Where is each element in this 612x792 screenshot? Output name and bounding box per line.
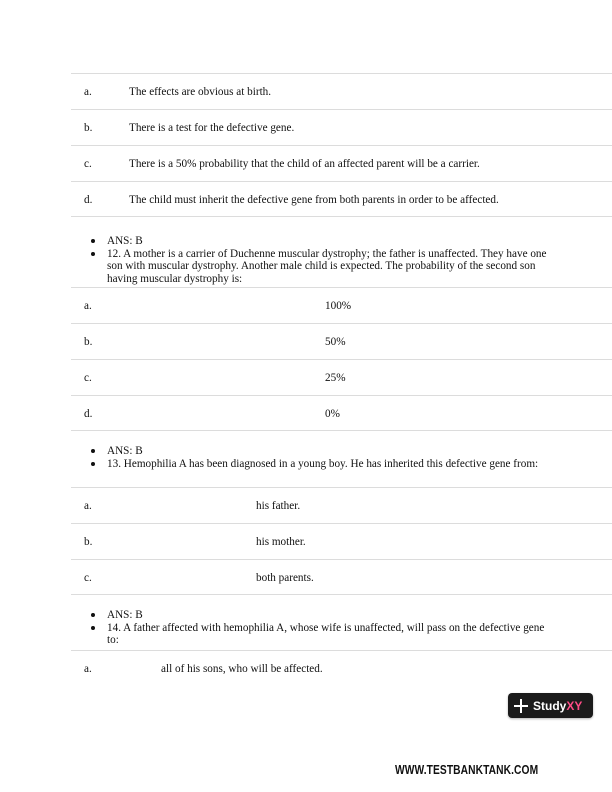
option-text: 50% — [325, 336, 346, 348]
option-letter: a. — [84, 500, 92, 512]
option-row — [71, 287, 612, 323]
brand-prefix: Study — [533, 698, 567, 713]
option-text: There is a 50% probability that the child of an affected parent will be a carrier. — [129, 158, 480, 170]
option-row — [71, 181, 612, 217]
option-text: his father. — [256, 500, 301, 512]
studyxy-brand — [533, 699, 582, 713]
option-letter: a. — [84, 86, 92, 98]
option-letter: c. — [84, 158, 92, 170]
option-letter: c. — [84, 572, 92, 584]
option-row — [71, 487, 612, 523]
option-row — [71, 73, 612, 109]
question-text: 14. A father affected with hemophilia A, whose wife is unaffected, will pass on the defective gene to: — [89, 622, 549, 647]
option-letter: d. — [84, 408, 93, 420]
q14-options-table — [71, 650, 612, 686]
option-row — [71, 145, 612, 181]
option-text: The effects are obvious at birth. — [129, 86, 272, 98]
option-row — [71, 109, 612, 145]
answer-text: ANS: B — [89, 235, 549, 248]
option-letter: b. — [84, 336, 93, 348]
question-text: 12. A mother is a carrier of Duchenne muscular dystrophy; the father is unaffected. They have one son with muscular dystrophy. Another male child is expected. The probability of the second son having muscular dystrophy is: — [89, 248, 549, 286]
q14-bullets — [89, 609, 549, 647]
plus-icon — [514, 699, 528, 713]
studyxy-logo — [508, 693, 593, 718]
option-row — [71, 395, 612, 431]
question-text: 13. Hemophilia A has been diagnosed in a young boy. He has inherited this defective gene from: — [89, 458, 549, 471]
option-letter: b. — [84, 536, 93, 548]
option-text: 100% — [325, 300, 352, 312]
option-letter: d. — [84, 194, 93, 206]
q11-options-table — [71, 73, 612, 217]
footer-url: WWW.TESTBANKTANK.COM — [395, 763, 539, 777]
option-text: both parents. — [256, 572, 314, 584]
q12-options-table — [71, 287, 612, 431]
option-row — [71, 359, 612, 395]
option-row — [71, 523, 612, 559]
q13-bullets — [89, 445, 549, 470]
brand-suffix: XY — [566, 698, 583, 713]
option-row — [71, 323, 612, 359]
option-text: There is a test for the defective gene. — [129, 122, 295, 134]
option-text: all of his sons, who will be affected. — [161, 663, 323, 675]
option-text: 25% — [325, 372, 346, 384]
option-letter: a. — [84, 300, 92, 312]
option-text: 0% — [325, 408, 340, 420]
q13-options-table — [71, 487, 612, 595]
option-letter: a. — [84, 663, 92, 675]
option-row — [71, 559, 612, 595]
option-row — [71, 650, 612, 686]
q12-bullets — [89, 235, 549, 285]
option-letter: c. — [84, 372, 92, 384]
option-text: his mother. — [256, 536, 306, 548]
answer-text: ANS: B — [89, 445, 549, 458]
option-text: The child must inherit the defective gene from both parents in order to be affected. — [129, 194, 499, 206]
answer-text: ANS: B — [89, 609, 549, 622]
option-letter: b. — [84, 122, 93, 134]
